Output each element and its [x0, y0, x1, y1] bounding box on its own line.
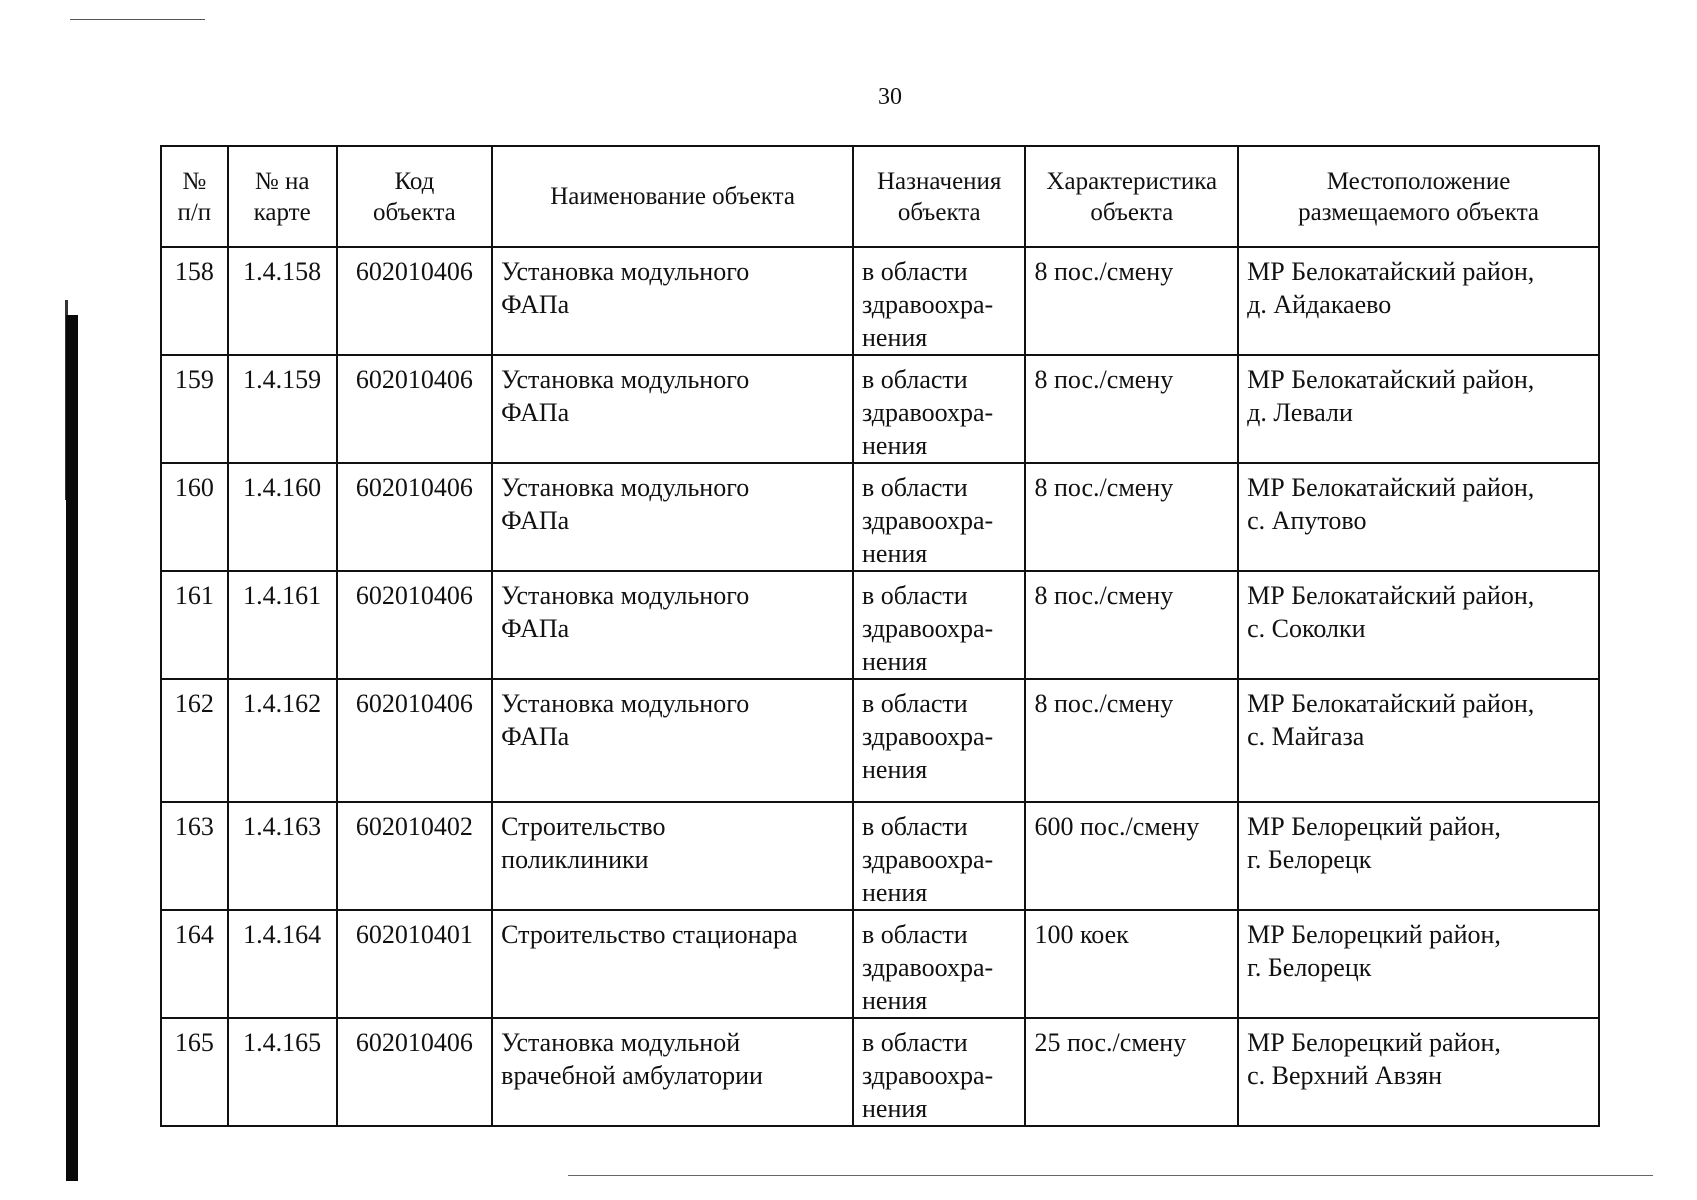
cell-object-code: 602010406	[337, 679, 493, 802]
cell-location-line: г. Белорецк	[1247, 953, 1372, 982]
cell-purpose-line: нения	[861, 986, 928, 1015]
cell-location	[1238, 571, 1599, 679]
cell-location-line: с. Соколки	[1247, 614, 1366, 643]
cell-object-name-line: ФАПа	[501, 722, 570, 751]
scan-artifact-bottom-line	[568, 1175, 1653, 1176]
header-num	[161, 146, 228, 247]
cell-location-line: МР Белорецкий район,	[1247, 920, 1501, 949]
header-name-line-1: Наименование объекта	[550, 183, 795, 210]
cell-purpose	[853, 247, 1025, 355]
cell-object-name	[492, 355, 853, 463]
cell-object-name	[492, 910, 853, 1018]
cell-location	[1238, 247, 1599, 355]
header-map-number	[228, 146, 337, 247]
cell-map-number: 1.4.162	[228, 679, 337, 802]
cell-map-number: 1.4.159	[228, 355, 337, 463]
cell-location-line: с. Майгаза	[1247, 722, 1365, 751]
cell-object-name	[492, 247, 853, 355]
cell-purpose-line: здравоохра-	[861, 722, 994, 751]
table-header-row	[161, 146, 1599, 247]
cell-purpose-line: здравоохра-	[861, 290, 994, 319]
cell-location-line: МР Белорецкий район,	[1247, 1028, 1501, 1057]
cell-purpose-line: нения	[861, 431, 928, 460]
cell-object-name-line: Установка модульного	[501, 365, 750, 394]
cell-characteristic: 25 пос./смену	[1025, 1018, 1238, 1126]
cell-object-name-line: поликлиники	[501, 845, 649, 874]
cell-purpose-line: в области	[861, 581, 968, 610]
cell-location	[1238, 910, 1599, 1018]
cell-purpose	[853, 355, 1025, 463]
cell-purpose-line: нения	[861, 755, 928, 784]
cell-object-name-line: ФАПа	[501, 506, 570, 535]
cell-purpose	[853, 802, 1025, 910]
header-characteristic	[1025, 146, 1238, 247]
cell-num: 158	[161, 247, 228, 355]
header-num-line-2: п/п	[177, 198, 212, 226]
cell-purpose-line: нения	[861, 878, 928, 907]
cell-num: 161	[161, 571, 228, 679]
header-location-line-2: размещаемого объекта	[1298, 198, 1540, 226]
cell-map-number: 1.4.165	[228, 1018, 337, 1126]
header-code-line-1: Код	[394, 167, 435, 195]
cell-num: 162	[161, 679, 228, 802]
objects-table	[160, 145, 1600, 1127]
cell-object-name-line: ФАПа	[501, 398, 570, 427]
cell-characteristic: 8 пос./смену	[1025, 463, 1238, 571]
cell-object-code: 602010401	[337, 910, 493, 1018]
header-object-name	[492, 146, 853, 247]
cell-object-code: 602010406	[337, 571, 493, 679]
cell-location	[1238, 802, 1599, 910]
cell-location-line: МР Белокатайский район,	[1247, 581, 1535, 610]
cell-purpose	[853, 1018, 1025, 1126]
cell-num: 159	[161, 355, 228, 463]
cell-location-line: МР Белокатайский район,	[1247, 257, 1535, 286]
cell-map-number: 1.4.164	[228, 910, 337, 1018]
cell-num: 163	[161, 802, 228, 910]
cell-object-code: 602010402	[337, 802, 493, 910]
table-row	[161, 571, 1599, 679]
table-row	[161, 247, 1599, 355]
cell-purpose	[853, 910, 1025, 1018]
cell-map-number: 1.4.163	[228, 802, 337, 910]
cell-object-name-line: ФАПа	[501, 290, 570, 319]
cell-num: 164	[161, 910, 228, 1018]
cell-location-line: МР Белокатайский район,	[1247, 365, 1535, 394]
cell-purpose-line: здравоохра-	[861, 953, 994, 982]
cell-object-name-line: Установка модульной	[501, 1028, 741, 1057]
cell-object-name	[492, 679, 853, 802]
cell-object-name-line: Установка модульного	[501, 581, 750, 610]
cell-location-line: г. Белорецк	[1247, 845, 1372, 874]
cell-location-line: д. Айдакаево	[1247, 290, 1392, 319]
cell-characteristic: 100 коек	[1025, 910, 1238, 1018]
header-num-line-1: №	[182, 167, 207, 195]
table-row	[161, 355, 1599, 463]
header-characteristic-line-2: объекта	[1090, 198, 1174, 226]
cell-object-code: 602010406	[337, 1018, 493, 1126]
header-purpose-line-2: объекта	[897, 198, 981, 226]
table-row	[161, 1018, 1599, 1126]
cell-num: 160	[161, 463, 228, 571]
cell-object-name-line: ФАПа	[501, 614, 570, 643]
cell-characteristic: 8 пос./смену	[1025, 679, 1238, 802]
cell-object-name	[492, 463, 853, 571]
cell-object-name-line: Установка модульного	[501, 257, 750, 286]
cell-purpose-line: здравоохра-	[861, 398, 994, 427]
header-map-line-1: № на	[254, 167, 310, 195]
cell-object-name-line: врачебной амбулатории	[501, 1061, 763, 1090]
table-row	[161, 463, 1599, 571]
cell-purpose	[853, 679, 1025, 802]
cell-purpose-line: нения	[861, 323, 928, 352]
cell-object-name	[492, 802, 853, 910]
cell-object-code: 602010406	[337, 463, 493, 571]
cell-characteristic: 8 пос./смену	[1025, 355, 1238, 463]
cell-purpose	[853, 571, 1025, 679]
cell-purpose-line: нения	[861, 1094, 928, 1123]
cell-object-name	[492, 1018, 853, 1126]
table-row	[161, 910, 1599, 1018]
table-row	[161, 679, 1599, 802]
cell-location	[1238, 1018, 1599, 1126]
cell-map-number: 1.4.158	[228, 247, 337, 355]
header-purpose	[853, 146, 1025, 247]
cell-num: 165	[161, 1018, 228, 1126]
cell-purpose-line: здравоохра-	[861, 614, 994, 643]
cell-characteristic: 8 пос./смену	[1025, 571, 1238, 679]
cell-object-name-line: Строительство	[501, 812, 666, 841]
table-row	[161, 802, 1599, 910]
cell-purpose-line: в области	[861, 257, 968, 286]
header-characteristic-line-1: Характеристика	[1046, 167, 1218, 195]
cell-location-line: с. Верхний Авзян	[1247, 1061, 1442, 1090]
scan-artifact-top-line	[70, 19, 205, 20]
cell-purpose-line: нения	[861, 647, 928, 676]
cell-purpose-line: здравоохра-	[861, 506, 994, 535]
cell-location	[1238, 355, 1599, 463]
cell-purpose	[853, 463, 1025, 571]
cell-purpose-line: в области	[861, 1028, 968, 1057]
cell-location-line: МР Белорецкий район,	[1247, 812, 1501, 841]
cell-object-name-line: Установка модульного	[501, 473, 750, 502]
cell-purpose-line: в области	[861, 920, 968, 949]
cell-object-name	[492, 571, 853, 679]
cell-map-number: 1.4.161	[228, 571, 337, 679]
cell-location-line: д. Левали	[1247, 398, 1353, 427]
header-code-line-2: объекта	[373, 198, 456, 226]
cell-object-code: 602010406	[337, 247, 493, 355]
cell-location-line: с. Апутово	[1247, 506, 1367, 535]
header-purpose-line-1: Назначения	[877, 167, 1002, 195]
cell-purpose-line: здравоохра-	[861, 845, 994, 874]
cell-purpose-line: в области	[861, 812, 968, 841]
table-body	[161, 247, 1599, 1126]
cell-object-name-line: Установка модульного	[501, 689, 750, 718]
cell-object-code: 602010406	[337, 355, 493, 463]
cell-location	[1238, 679, 1599, 802]
scan-artifact-left-bar	[66, 315, 78, 1181]
page-number: 30	[878, 84, 902, 110]
header-location-line-1: Местоположение	[1326, 167, 1511, 195]
cell-purpose-line: в области	[861, 689, 968, 718]
header-map-line-2: карте	[253, 198, 311, 226]
cell-location-line: МР Белокатайский район,	[1247, 473, 1535, 502]
cell-location	[1238, 463, 1599, 571]
cell-object-name-line: Строительство стационара	[501, 920, 798, 949]
cell-map-number: 1.4.160	[228, 463, 337, 571]
cell-characteristic: 600 пос./смену	[1025, 802, 1238, 910]
cell-characteristic: 8 пос./смену	[1025, 247, 1238, 355]
cell-location-line: МР Белокатайский район,	[1247, 689, 1535, 718]
cell-purpose-line: в области	[861, 473, 968, 502]
header-object-code	[337, 146, 493, 247]
header-location	[1238, 146, 1599, 247]
cell-purpose-line: здравоохра-	[861, 1061, 994, 1090]
cell-purpose-line: нения	[861, 539, 928, 568]
cell-purpose-line: в области	[861, 365, 968, 394]
